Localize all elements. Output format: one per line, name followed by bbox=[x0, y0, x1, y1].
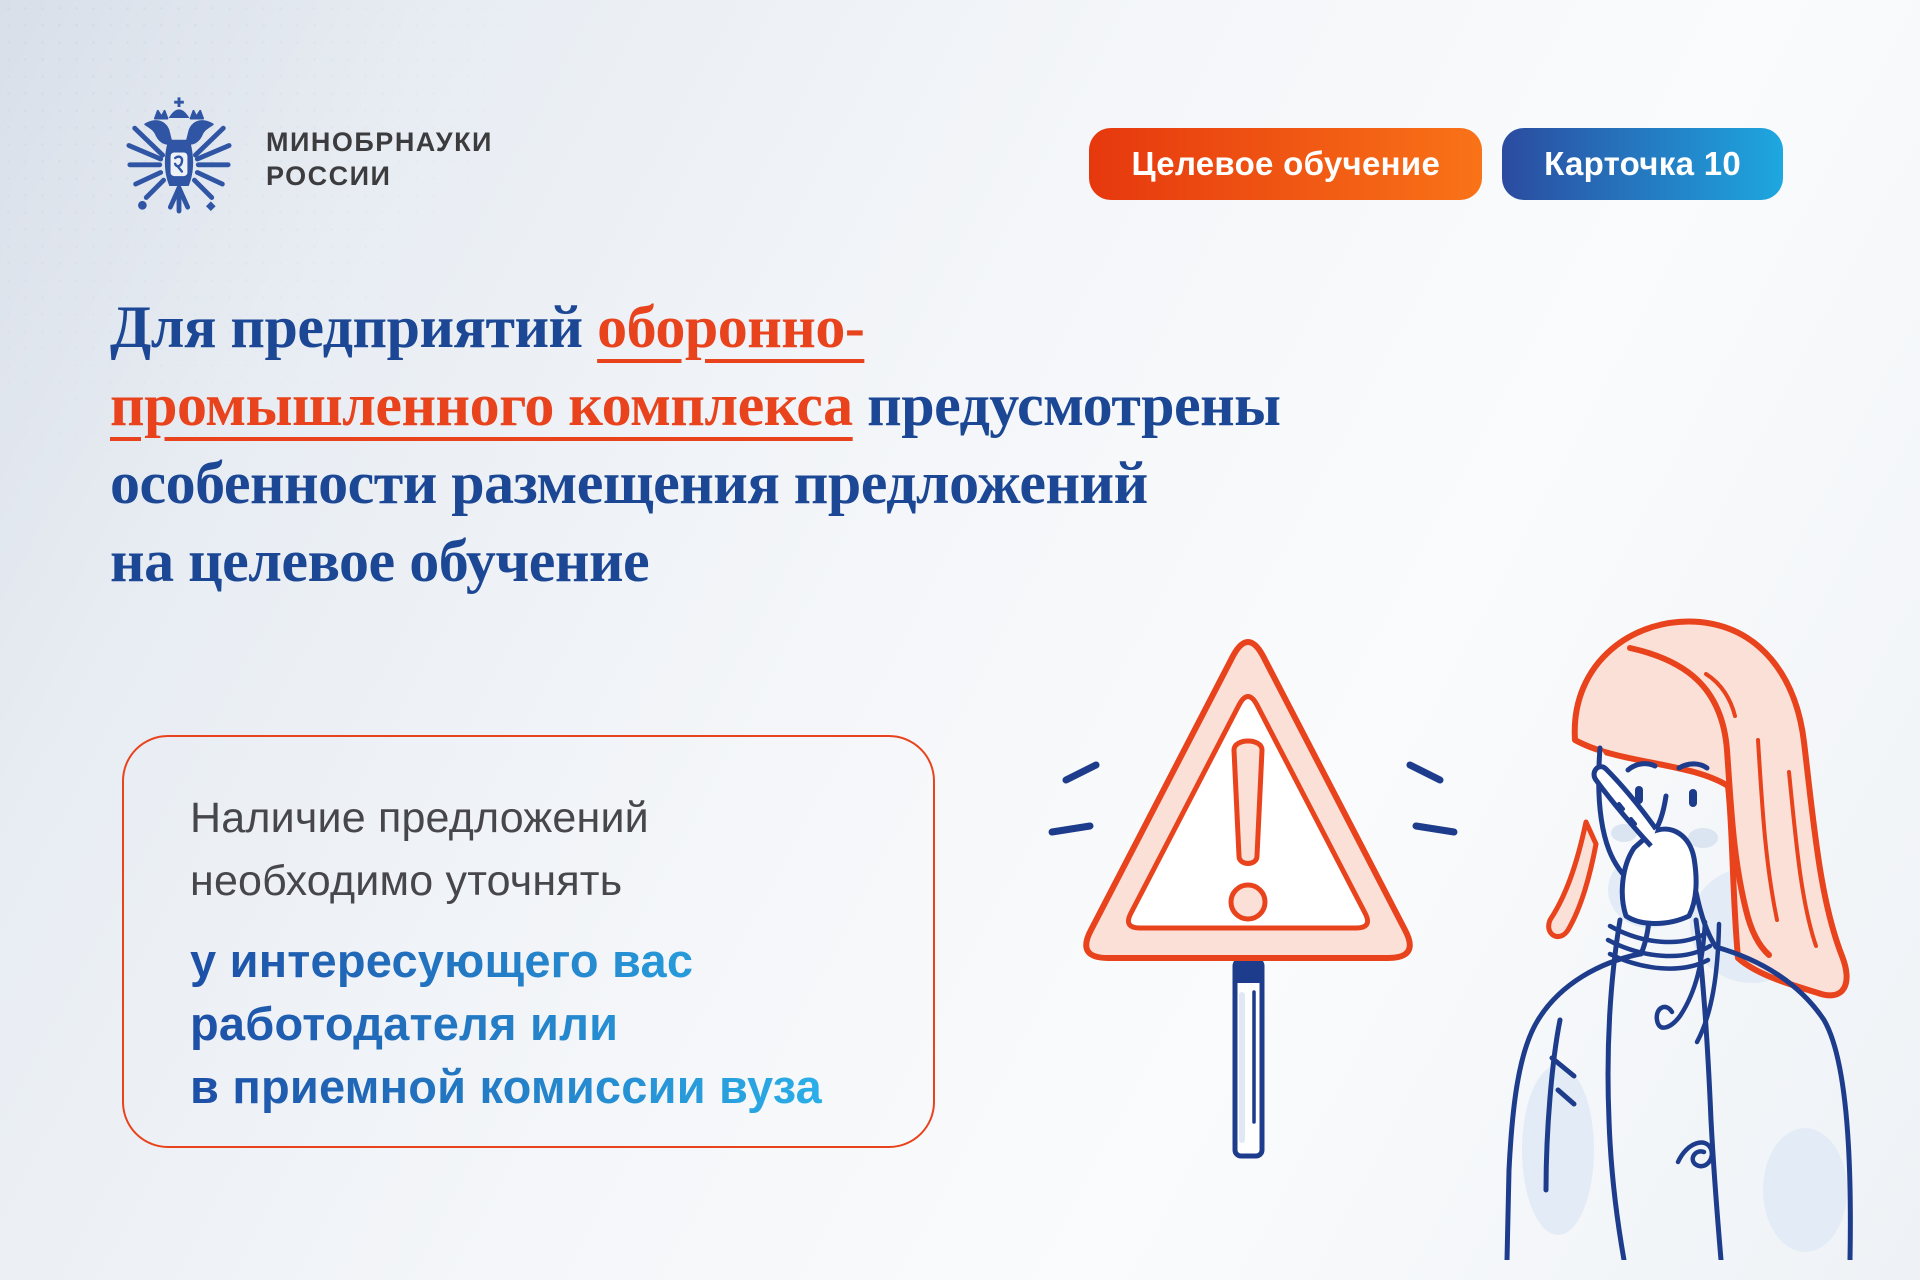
headline-text: на целевое обучение bbox=[110, 528, 650, 594]
card-number-badge: Карточка 10 bbox=[1502, 128, 1783, 200]
logo-org-line2: РОССИИ bbox=[266, 161, 392, 191]
headline-line bbox=[110, 366, 1560, 444]
note-emphasis-line: у интересующего вас bbox=[190, 929, 893, 992]
headline-text: предусмотрены bbox=[852, 372, 1281, 438]
exclamation-mark bbox=[1231, 741, 1265, 919]
note-emphasis-line: работодателя или bbox=[190, 992, 893, 1055]
headline-line bbox=[110, 444, 1560, 522]
signature-squiggle bbox=[1678, 1143, 1712, 1167]
note-box bbox=[122, 735, 935, 1148]
minobrnauki-logo bbox=[126, 92, 493, 226]
header-badges bbox=[1089, 128, 1783, 200]
double-headed-eagle-icon bbox=[126, 92, 232, 226]
topic-badge: Целевое обучение bbox=[1089, 128, 1482, 200]
warning-triangle-icon bbox=[1020, 540, 1490, 1180]
note-emphasis-line: в приемной комиссии вуза bbox=[190, 1055, 893, 1118]
headline-highlight-text: оборонно- bbox=[597, 294, 865, 360]
note-text-line: необходимо уточнять bbox=[190, 857, 623, 905]
headline-line bbox=[110, 288, 1560, 366]
blush-right bbox=[1688, 828, 1718, 848]
sign-pole bbox=[1235, 960, 1262, 1156]
headline-highlight-text: промышленного комплекса bbox=[110, 372, 853, 438]
logo-org-name bbox=[266, 125, 493, 193]
logo-org-line1: МИНОБРНАУКИ bbox=[266, 127, 493, 157]
headline-text: Для предприятий bbox=[110, 294, 598, 360]
note-text-line: Наличие предложений bbox=[190, 794, 649, 842]
thinking-woman-illustration bbox=[1500, 590, 1900, 1260]
headline-text: особенности размещения предложений bbox=[110, 450, 1148, 516]
